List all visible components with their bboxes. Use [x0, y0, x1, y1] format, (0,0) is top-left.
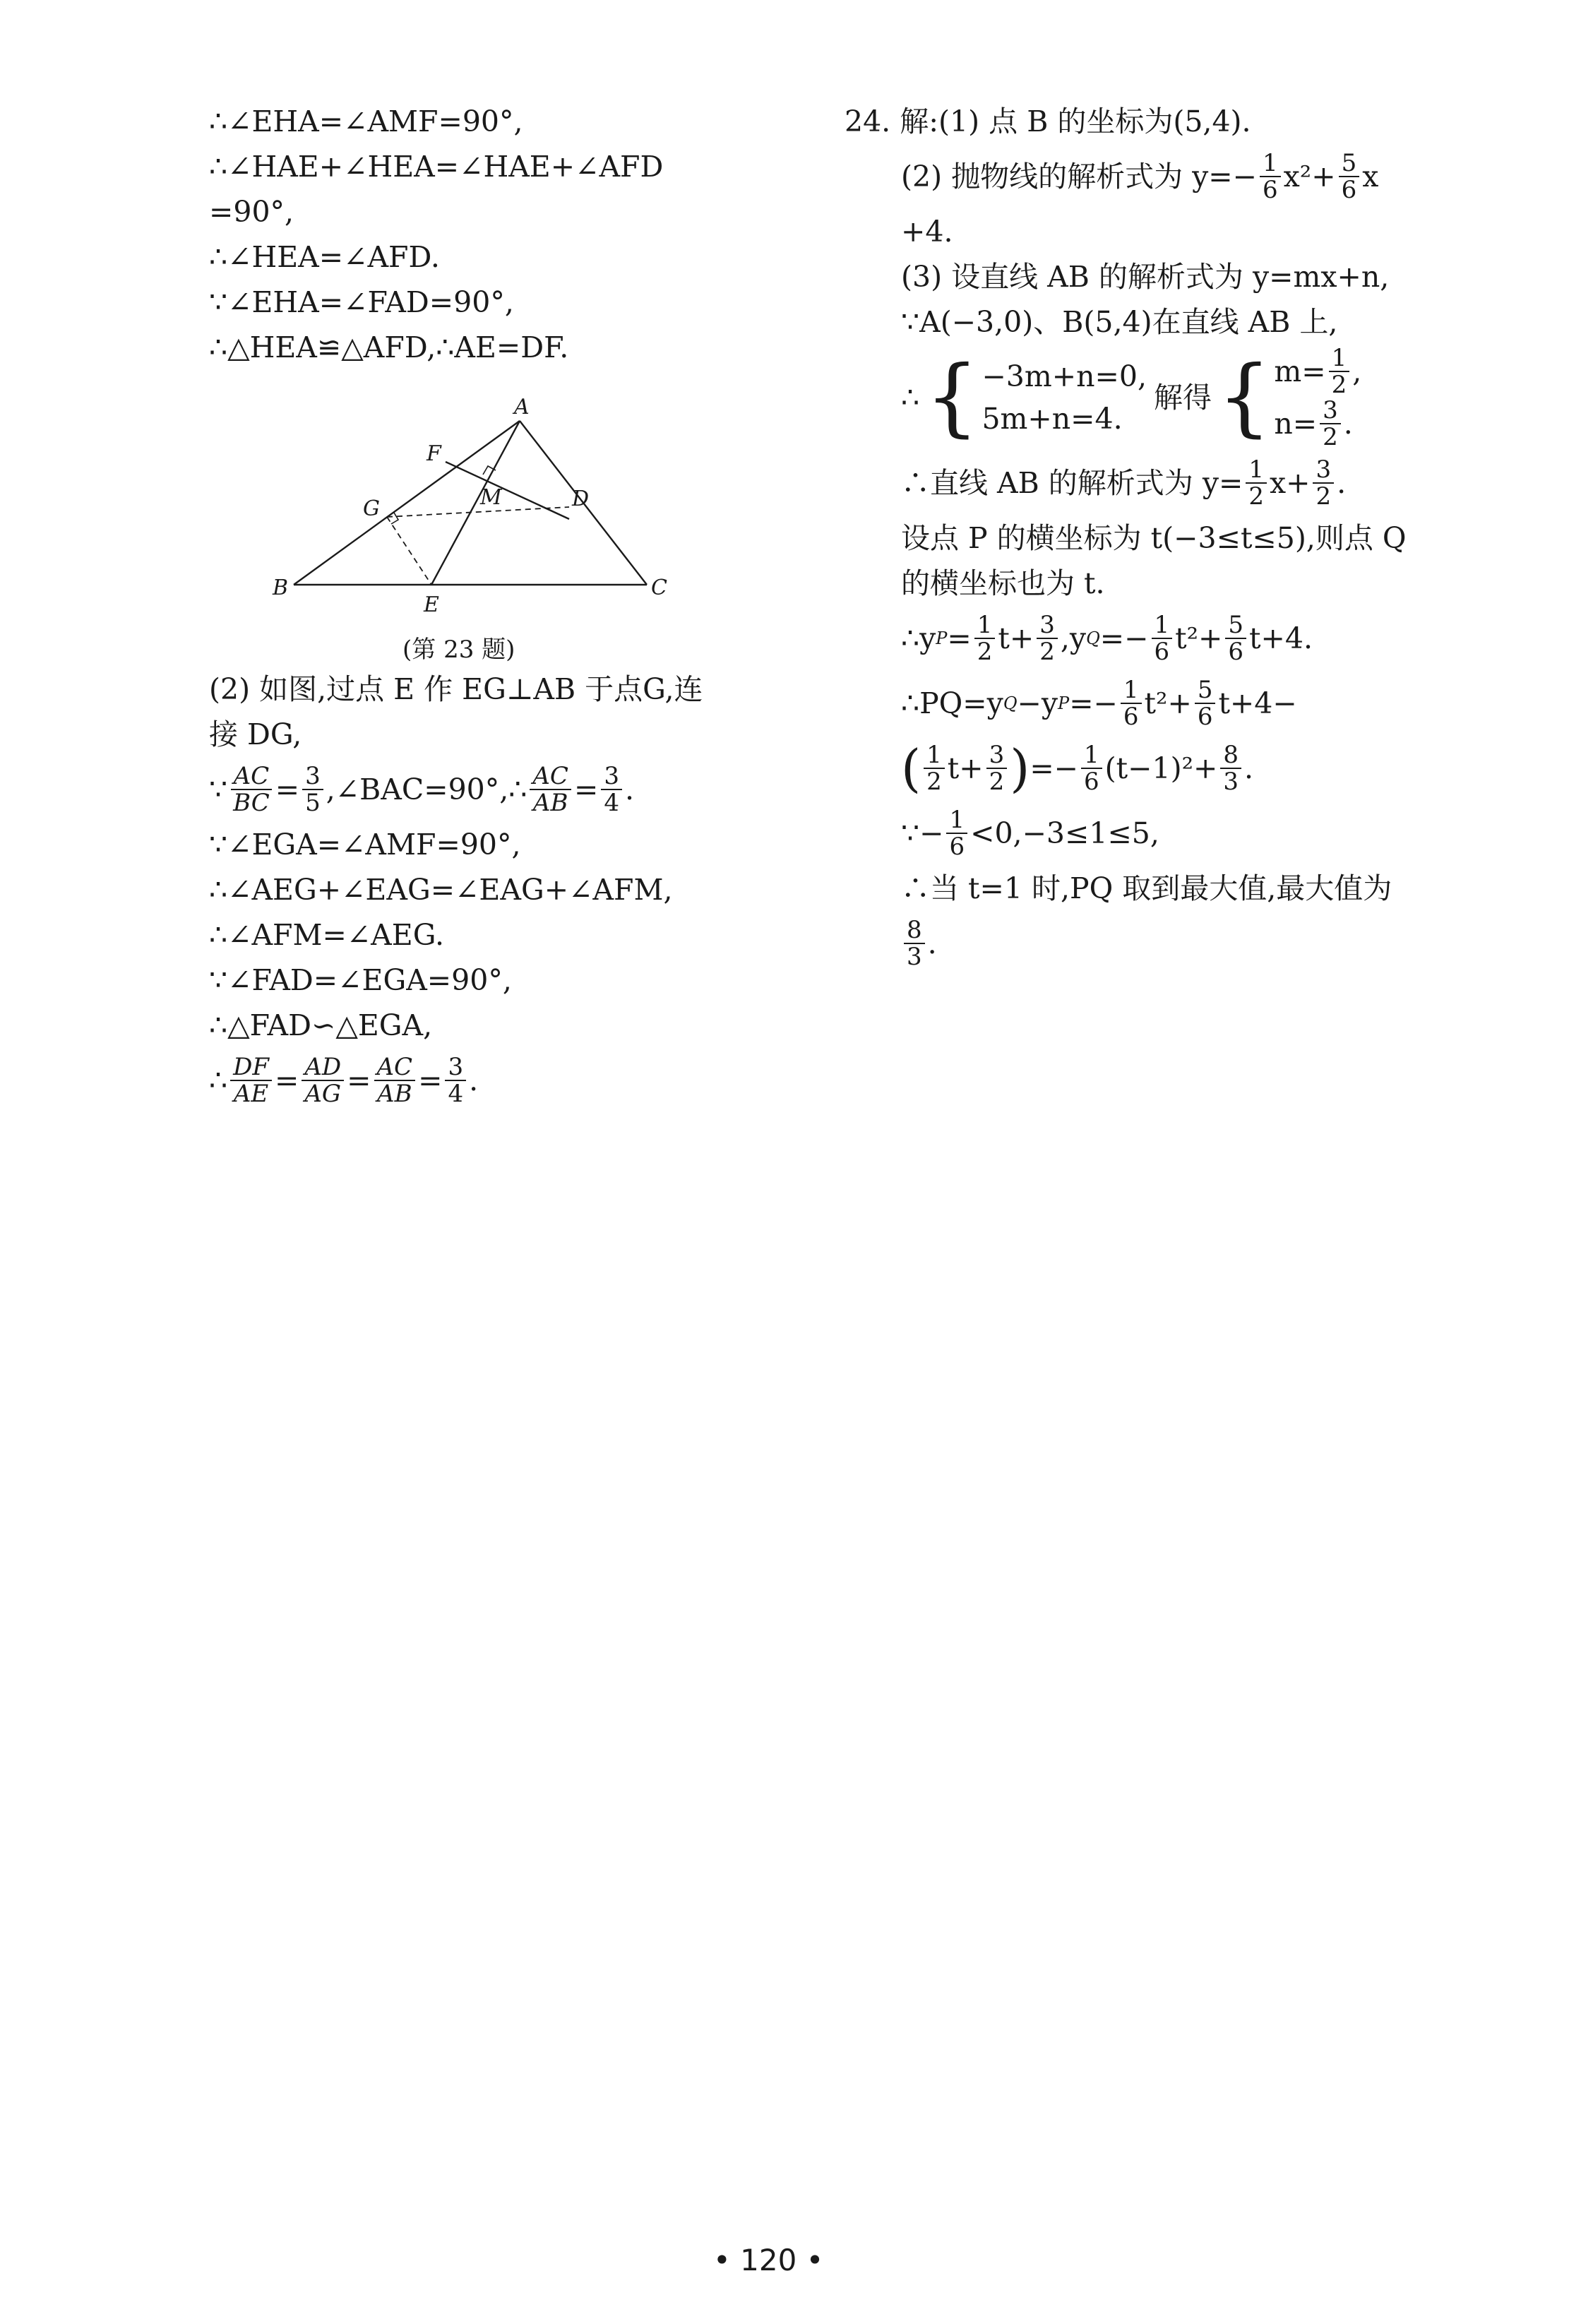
label-d: D [572, 487, 590, 511]
segment-ge [387, 517, 431, 585]
formula-line: $\frac{8}{3}$ . [845, 911, 1438, 976]
text-line: +4. [901, 215, 953, 249]
right-angle-g [391, 513, 398, 524]
figure-caption: (第 23 题) [402, 636, 515, 664]
label-g: G [363, 496, 380, 521]
formula-line: ∴y P = $\frac{1}{2}$ t+ $\frac{3}{2}$ ,y Q =− $\frac{1}{6}$ t²+ $\frac{5}{6}$ t+4. [901, 611, 1313, 666]
triangle-figure [273, 395, 682, 621]
page-number: • 120 • [713, 2243, 824, 2277]
label-e: E [424, 592, 439, 617]
formula-line: ∵ $\frac{AC}{BC}$ = $\frac{3}{5}$ ,∠BAC=90°,∴ $\frac{AC}{AB}$ = $\frac{3}{4}$ . [209, 762, 634, 817]
formula-line: ∴ $\frac{DF}{AE}$ = $\frac{AD}{AG}$ = $\frac{AC}{AB}$ = $\frac{3}{4}$ . [209, 1053, 479, 1108]
segment-gd [387, 507, 569, 517]
text-line: ∴∠HEA=∠AFD. [209, 240, 440, 274]
label-f: F [426, 441, 441, 466]
text-line: ∴∠EHA=∠AMF=90°, [209, 105, 523, 138]
text-line: ∴△FAD∽△EGA, [209, 1008, 433, 1042]
equation-system: ∴ { −3m+n=0, 5m+n=4. 解得 { m= $\frac{1}{2}$ , n= $\frac{3}{2}$ . [901, 344, 1362, 451]
text-line: 的横坐标也为 t. [901, 566, 1105, 600]
formula-line: ∴直线 AB 的解析式为 y= $\frac{1}{2}$ x+ $\frac{3}{2}$ . [901, 455, 1347, 511]
label-a: A [514, 395, 530, 419]
text-line: ∵∠EHA=∠FAD=90°, [209, 285, 514, 319]
text-line: ∵A(−3,0)、B(5,4)在直线 AB 上, [901, 305, 1338, 339]
text-line: 24. 解:(1) 点 B 的坐标为(5,4). [845, 105, 1251, 138]
formula-line: ∵− $\frac{1}{6}$ <0,−3≤1≤5, [901, 806, 1159, 861]
left-column-lower [209, 667, 774, 1113]
label-m: M [480, 485, 502, 510]
text-line: ∴当 t=1 时,PQ 取到最大值,最大值为 [901, 871, 1392, 905]
label-c: C [651, 576, 667, 600]
text-line: (3) 设直线 AB 的解析式为 y=mx+n, [901, 260, 1390, 294]
formula-line: ( $\frac{1}{2}$ t+ $\frac{3}{2}$ ) =− $\frac{1}{6}$ (t−1)²+ $\frac{8}{3}$ . [901, 739, 1254, 798]
text-line: 接 DG, [209, 717, 302, 751]
segment-ae [431, 421, 520, 585]
text-line: ∴∠AEG+∠EAG=∠EAG+∠AFM, [209, 873, 673, 907]
text-line: ∴△HEA≌△AFD,∴AE=DF. [209, 330, 569, 364]
left-column [209, 99, 774, 370]
text-line: 设点 P 的横坐标为 t(−3≤t≤5),则点 Q [901, 521, 1407, 555]
text-line: ∴∠AFM=∠AEG. [209, 918, 445, 952]
text-line: ∵∠FAD=∠EGA=90°, [209, 963, 512, 997]
text-line: (2) 如图,过点 E 作 EG⊥AB 于点G,连 [209, 672, 703, 706]
text-line: ∵∠EGA=∠AMF=90°, [209, 828, 521, 862]
right-column [845, 99, 1438, 976]
text-line: =90°, [209, 195, 294, 229]
text-line: ∴∠HAE+∠HEA=∠HAE+∠AFD [209, 150, 664, 184]
label-b: B [273, 576, 289, 600]
formula-line: ∴PQ=y Q −y P =− $\frac{1}{6}$ t²+ $\frac{5}{6}$ t+4− [901, 676, 1297, 731]
formula-line: (2) 抛物线的解析式为 y=− $\frac{1}{6}$ x²+ $\frac{5}{6}$ x [901, 149, 1379, 204]
